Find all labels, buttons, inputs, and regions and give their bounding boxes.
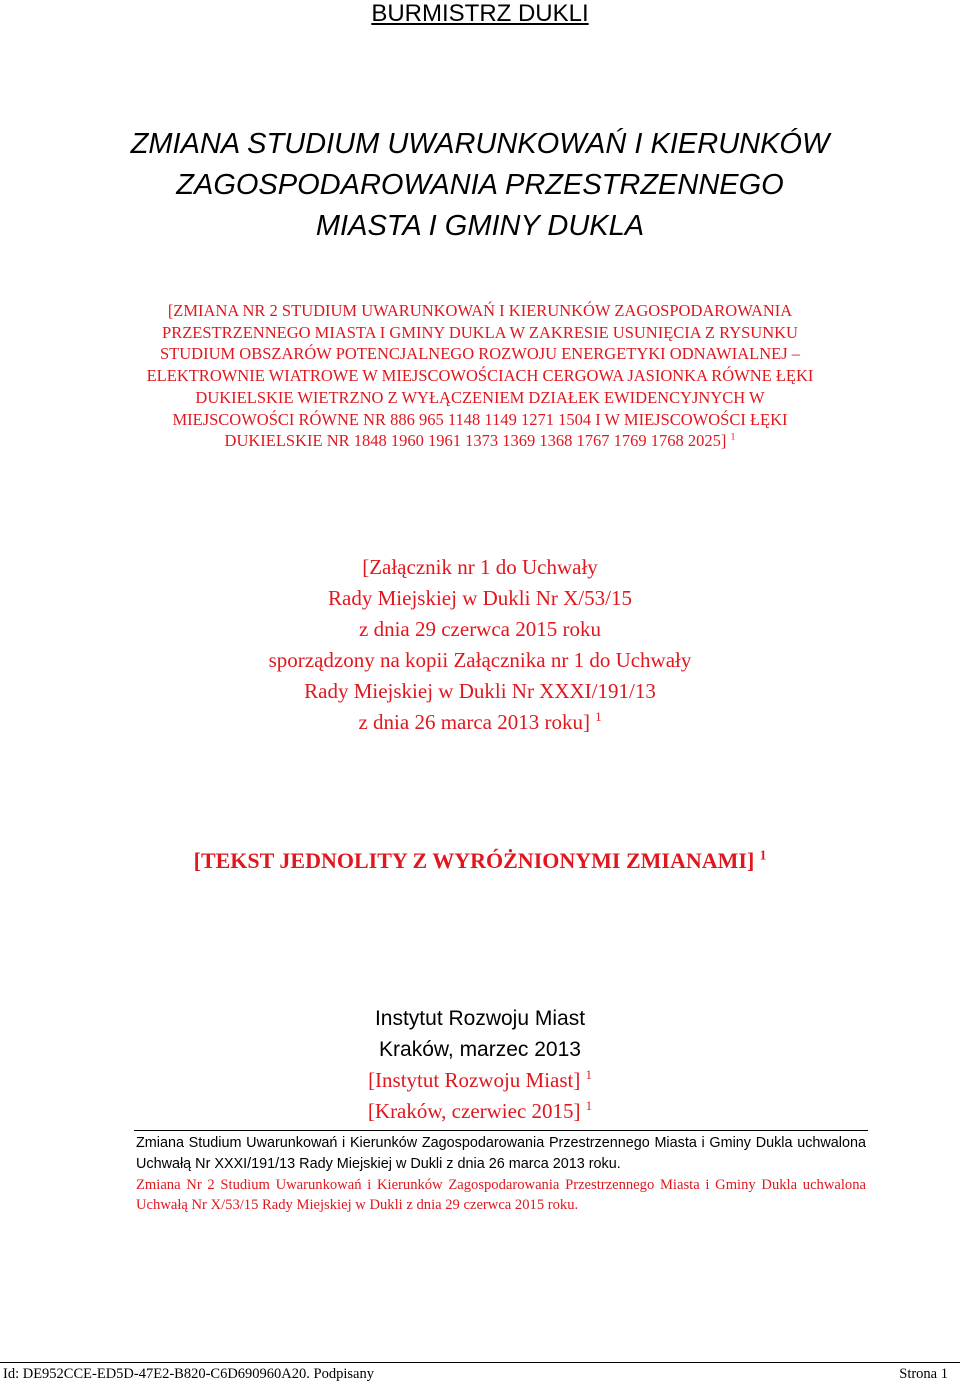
- institute-footnote-marker: 1: [585, 1068, 592, 1082]
- annex-line: Rady Miejskiej w Dukli Nr XXXI/191/13: [304, 679, 656, 703]
- main-title-line: ZMIANA STUDIUM UWARUNKOWAŃ I KIERUNKÓW: [130, 128, 830, 160]
- main-title: [0, 124, 960, 247]
- annex-line: [Załącznik nr 1 do Uchwały: [362, 555, 598, 579]
- annex-footnote-marker: 1: [595, 710, 602, 724]
- amendment-title: [140, 300, 820, 452]
- footer-note-amended: Zmiana Nr 2 Studium Uwarunkowań i Kierunków Zagospodarowania Przestrzennego Miasta i Gminy Dukla uchwalona Uchwałą Nr X/53/15 Rady Miejskiej w Dukli z dnia 29 czerwca 2015 roku.: [136, 1177, 866, 1213]
- unified-text-heading: [0, 846, 960, 876]
- footnote-divider: [134, 1130, 868, 1131]
- main-title-line: MIASTA I GMINY DUKLA: [315, 210, 645, 242]
- institute-footnote-marker: 1: [585, 1099, 593, 1113]
- annex-line: z dnia 29 czerwca 2015 roku: [359, 617, 601, 641]
- page-number: Strona 1: [899, 1366, 948, 1382]
- annex-reference: [0, 552, 960, 738]
- institute-place-date: Kraków, marzec 2013: [379, 1038, 581, 1061]
- annex-line: Rady Miejskiej w Dukli Nr X/53/15: [328, 586, 632, 610]
- institute-place-date-amended-text: [Kraków, czerwiec 2015]: [367, 1099, 581, 1123]
- footer-note: Zmiana Studium Uwarunkowań i Kierunków Zagospodarowania Przestrzennego Miasta i Gminy Dukla uchwalona Uchwałą Nr XXXI/191/13 Rady Miejskiej w Dukli z dnia 26 marca 2013 roku.: [136, 1135, 866, 1172]
- institute-name-amended: [0, 1065, 960, 1096]
- institute-place-date-amended: [0, 1096, 960, 1127]
- amendment-footnote-marker: 1: [730, 431, 736, 443]
- institute-block: [0, 1003, 960, 1127]
- annex-line: [0, 707, 960, 738]
- annex-line: sporządzony na kopii Załącznika nr 1 do Uchwały: [268, 648, 692, 672]
- page-footer-divider: [0, 1362, 960, 1363]
- institute-name-amended-text: [Instytut Rozwoju Miast]: [368, 1068, 581, 1092]
- unified-footnote-marker: 1: [759, 847, 767, 863]
- document-id: Id: DE952CCE-ED5D-47E2-B820-C6D690960A20. Podpisany: [3, 1366, 374, 1382]
- unified-text-label: [TEKST JEDNOLITY Z WYRÓŻNIONYMI ZMIANAMI]: [193, 848, 755, 873]
- amendment-text: [ZMIANA NR 2 STUDIUM UWARUNKOWAŃ I KIERUNKÓW ZAGOSPODAROWANIA PRZESTRZENNEGO MIASTA I GMINY DUKLA W ZAKRESIE USUNIĘCIA Z RYSUNKU STUDIUM OBSZARÓW POTENCJALNEGO ROZWOJU ENERGETYKI ODNAWIALNEJ – ELEKTROWNIE WIATROWE W MIEJSCOWOŚCIACH CERGOWA JASIONKA RÓWNE ŁĘKI DUKIELSKIE WIETRZNO Z WYŁĄCZENIEM DZIAŁEK EWIDENCYJNYCH W MIEJSCOWOŚCI RÓWNE NR 886 965 1148 1149 1271 1504 I W MIEJSCOWOŚCI ŁĘKI DUKIELSKIE NR 1848 1960 1961 1373 1369 1368 1767 1769 1768 2025]: [146, 301, 814, 451]
- page-header-title: BURMISTRZ DUKLI: [371, 0, 589, 27]
- main-title-line: ZAGOSPODAROWANIA PRZESTRZENNEGO: [176, 169, 784, 201]
- institute-name: Instytut Rozwoju Miast: [374, 1007, 586, 1030]
- annex-line-text: z dnia 26 marca 2013 roku]: [358, 710, 590, 734]
